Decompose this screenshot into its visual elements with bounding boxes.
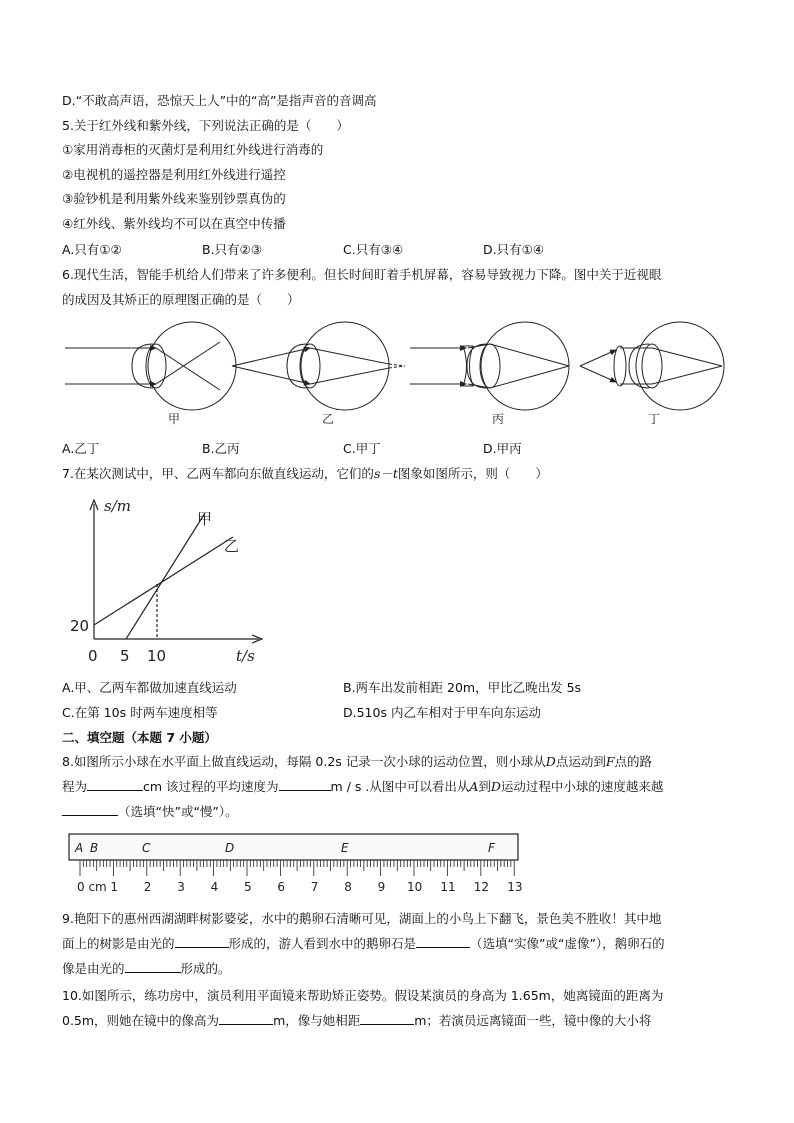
q7-st-graph xyxy=(66,496,276,668)
q6-stem-line2: 的成因及其矫正的原理图正确的是（ ） xyxy=(62,292,300,307)
q5-option-a: A.只有①② xyxy=(62,242,122,257)
ruler-number: 8 xyxy=(344,880,352,894)
q8-blank-speed[interactable] xyxy=(279,778,331,791)
q8-text: 点运动到 xyxy=(555,754,606,769)
q5-stem: 5.关于红外线和紫外线，下列说法正确的是（ ） xyxy=(62,118,349,133)
q10-text: m；若演员远离镜面一些，镜中像的大小将 xyxy=(414,1013,652,1028)
fig-label-ding: 丁 xyxy=(648,412,661,426)
ruler-number: 5 xyxy=(244,880,252,894)
line-label-yi: 乙 xyxy=(224,537,240,555)
eye-diagram-jia xyxy=(65,322,236,410)
q8-line3 xyxy=(62,803,238,821)
fig-label-jia: 甲 xyxy=(168,412,181,426)
ruler-number: 9 xyxy=(377,880,386,894)
x-tick-5: 5 xyxy=(120,647,130,665)
q9-line2 xyxy=(62,935,665,953)
q7-stem xyxy=(62,465,548,483)
q6-eye-diagrams xyxy=(60,318,740,436)
q10-blank-2[interactable] xyxy=(360,1012,414,1025)
q5-item-4: ④红外线、紫外线均不可以在真空中传播 xyxy=(62,216,286,231)
ball-point-c: C xyxy=(142,841,151,855)
q10-text: 0.5m，则她在镜中的像高为 xyxy=(62,1013,220,1028)
q9-line3 xyxy=(62,960,231,978)
q7-stem-variable: s－t xyxy=(373,466,398,481)
ruler-number: 7 xyxy=(310,880,319,894)
q5-option-c: C.只有③④ xyxy=(343,242,404,257)
q8-text: 程为 xyxy=(62,779,88,794)
q9-blank-1[interactable] xyxy=(175,935,229,948)
q7-stem-text: 7.在某次测试中，甲、乙两车都向东做直线运动，它们的 xyxy=(62,466,374,481)
q5-option-d: D.只有①④ xyxy=(483,242,545,257)
q8-text: 8.如图所示小球在水平面上做直线运动，每隔 0.2s 记录一次小球的运动位置，则小球从 xyxy=(62,754,546,769)
q7-option-d: D.510s 内乙车相对于甲车向东运动 xyxy=(343,705,541,720)
q8-point-d: D xyxy=(490,779,501,794)
x-tick-0: 0 xyxy=(88,647,98,665)
q4-option-d: D.“不敢高声语，恐惊天上人”中的“高”是指声音的音调高 xyxy=(62,93,377,108)
q9-text: 形成的，游人看到水中的鹅卵石是 xyxy=(228,936,417,951)
ball-point-e: E xyxy=(341,841,349,855)
eye-diagram-bing xyxy=(410,322,569,410)
q5-item-2: ②电视机的遥控器是利用红外线进行遥控 xyxy=(62,167,286,182)
ruler-top-bar xyxy=(69,834,518,860)
line-jia xyxy=(126,513,205,639)
ruler-number: 4 xyxy=(210,880,219,894)
q8-text: 点的路 xyxy=(614,754,653,769)
q8-text: 运动过程中小球的速度越来越 xyxy=(500,779,664,794)
q8-line1 xyxy=(62,753,652,771)
q5-option-b: B.只有②③ xyxy=(202,242,262,257)
line-label-jia: 甲 xyxy=(197,510,213,528)
fig-label-yi: 乙 xyxy=(322,412,335,426)
ruler-number: 1 xyxy=(110,880,119,894)
ball-point-f: F xyxy=(488,841,495,855)
q7-option-a: A.甲、乙两车都做加速直线运动 xyxy=(62,680,237,695)
fig-label-bing: 丙 xyxy=(492,412,505,426)
ruler-number: 3 xyxy=(177,880,185,894)
ball-point-d: D xyxy=(225,841,235,855)
eye-diagram-ding xyxy=(580,322,724,410)
q9-text: 面上的树影是由光的 xyxy=(62,936,175,951)
q9-text: （选填“实像”或“虚像”），鹅卵石的 xyxy=(470,936,665,951)
q8-line2 xyxy=(62,778,663,796)
y-tick-20: 20 xyxy=(70,617,90,635)
ruler-number: 12 xyxy=(473,880,490,894)
line-yi xyxy=(94,537,233,625)
q7-stem-tail: 图象如图所示，则（ ） xyxy=(397,466,548,481)
q10-blank-1[interactable] xyxy=(219,1012,273,1025)
ball-point-a: A xyxy=(75,841,84,855)
section-heading-fill-blank: 二、填空题（本题 7 小题） xyxy=(62,730,217,745)
q9-text: 形成的。 xyxy=(180,961,231,976)
q8-text: （选填“快”或“慢”）。 xyxy=(118,804,238,819)
q7-option-b: B.两车出发前相距 20m，甲比乙晚出发 5s xyxy=(343,680,582,695)
q8-text: 到 xyxy=(478,779,491,794)
q9-line1: 9.艳阳下的惠州西湖湖畔树影婆娑，水中的鹅卵石清晰可见，湖面上的小鸟上下翻飞，景色美不胜收！其中地 xyxy=(62,911,662,926)
q6-stem-line1: 6.现代生活，智能手机给人们带来了许多便利。但长时间盯着手机屏幕，容易导致视力下降。图中关于近视眼 xyxy=(62,267,662,282)
ruler-number: 6 xyxy=(277,880,286,894)
x-axis-label: t/s xyxy=(236,647,255,665)
q5-item-1: ①家用消毒柜的灭菌灯是利用红外线进行消毒的 xyxy=(62,142,324,157)
x-tick-10: 10 xyxy=(147,647,167,665)
q10-line1: 10.如图所示，练功房中，演员利用平面镜来帮助矫正姿势。假设某演员的身高为 1.65m，她离镜面的距离为 xyxy=(62,988,664,1003)
q8-blank-distance[interactable] xyxy=(87,778,143,791)
eye-diagram-yi xyxy=(232,322,405,410)
q9-blank-2[interactable] xyxy=(416,935,470,948)
q8-point-f: F xyxy=(605,754,615,769)
ruler-number: 13 xyxy=(507,880,523,894)
q6-option-a: A.乙丁 xyxy=(62,441,100,456)
q5-item-3: ③验钞机是利用紫外线来鉴别钞票真伪的 xyxy=(62,191,286,206)
q9-blank-3[interactable] xyxy=(125,960,181,973)
y-axis-label: s/m xyxy=(104,497,131,515)
q8-blank-trend[interactable] xyxy=(62,803,118,816)
q7-option-c: C.在第 10s 时两车速度相等 xyxy=(62,705,218,720)
q6-option-b: B.乙丙 xyxy=(202,441,240,456)
q10-line2 xyxy=(62,1012,651,1030)
ball-point-b: B xyxy=(90,841,99,855)
q6-option-c: C.甲丁 xyxy=(343,441,381,456)
q8-text: cm 该过程的平均速度为 xyxy=(143,779,279,794)
q8-point-a: A xyxy=(469,779,479,794)
ruler-number: 10 xyxy=(407,880,423,894)
q8-point-d: D xyxy=(545,754,556,769)
q9-text: 像是由光的 xyxy=(62,961,125,976)
q6-option-d: D.甲丙 xyxy=(483,441,522,456)
ruler-number: 2 xyxy=(143,880,152,894)
ruler-number: 11 xyxy=(440,880,456,894)
q8-text: m / s .从图中可以看出从 xyxy=(330,779,470,794)
q8-ruler-figure xyxy=(68,830,536,896)
ruler-number: 0 cm xyxy=(77,880,107,894)
q10-text: m，像与她相距 xyxy=(273,1013,361,1028)
